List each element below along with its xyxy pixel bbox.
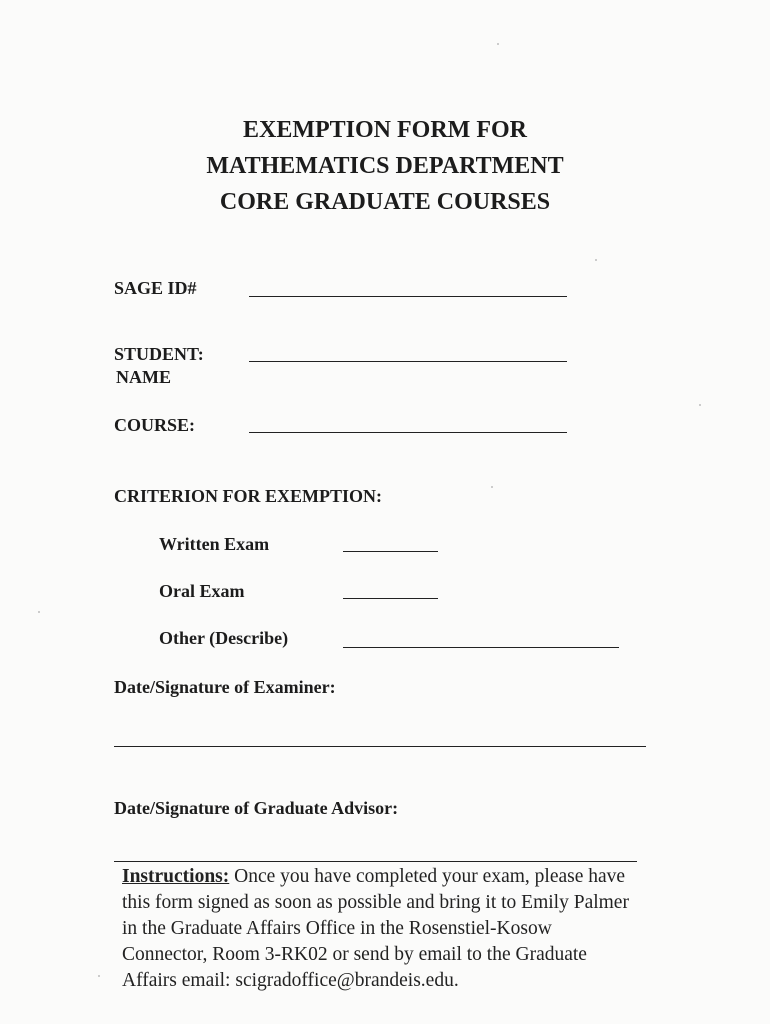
form-title [0,112,770,220]
title-line-1: EXEMPTION FORM FOR [243,117,527,143]
other-describe-field[interactable] [343,647,619,648]
title-line-2: MATHEMATICS DEPARTMENT [206,153,564,179]
advisor-signature-label: Date/Signature of Graduate Advisor: [114,798,399,818]
course-field[interactable] [249,432,567,433]
written-exam-field[interactable] [343,551,438,552]
oral-exam-field[interactable] [343,598,438,599]
instructions-block [122,864,632,994]
other-describe-label: Other (Describe) [159,628,289,648]
advisor-signature-field[interactable] [114,861,637,862]
examiner-signature-label: Date/Signature of Examiner: [114,677,336,697]
sage-id-label: SAGE ID# [114,278,197,298]
scan-speck [699,404,701,406]
course-label: COURSE: [114,415,196,435]
oral-exam-label: Oral Exam [159,581,245,601]
instructions-heading: Instructions: [122,866,230,887]
examiner-signature-field[interactable] [114,746,646,747]
name-label: NAME [116,367,171,387]
criterion-heading: CRITERION FOR EXEMPTION: [114,486,383,506]
instructions-text: Once you have completed your exam, please have this form signed as soon as possible and bring it to Emily Palmer in the Graduate Affairs Office in the Rosenstiel-Kosow Connector, Room 3-RK02 or send by email to the Graduate Affairs email: scigradoffice@brandeis.edu. [122,866,629,991]
scan-speck [38,611,40,613]
title-line-3: CORE GRADUATE COURSES [219,189,551,215]
written-exam-label: Written Exam [159,534,270,554]
scan-speck [491,486,493,488]
scan-speck [98,975,100,977]
student-label: STUDENT: [114,344,204,364]
sage-id-field[interactable] [249,296,567,297]
student-name-field[interactable] [249,361,567,362]
scan-speck [497,43,499,45]
scan-speck [595,259,597,261]
